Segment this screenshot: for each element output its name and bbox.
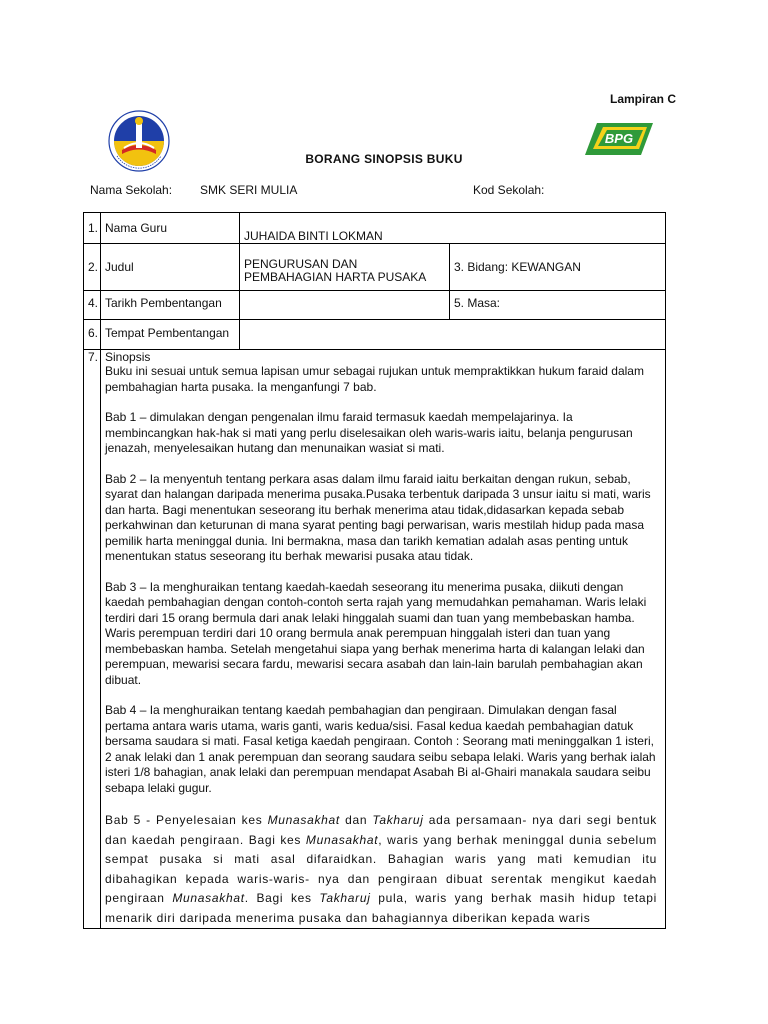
school-code-label: Kod Sekolah:: [473, 183, 545, 197]
italic-term: Munasakhat: [267, 813, 340, 827]
teacher-name-value: JUHAIDA BINTI LOKMAN: [240, 213, 666, 244]
text-run: Bab 5 - Penyelesaian kes: [105, 813, 268, 827]
form-title: BORANG SINOPSIS BUKU: [305, 152, 463, 166]
row-number: 1.: [84, 213, 101, 244]
synopsis-form-table: [83, 212, 666, 929]
row-number: 6.: [84, 320, 101, 350]
field-value: 3. Bidang: KEWANGAN: [450, 244, 666, 291]
text-run: , waris yang berhak meninggal dunia sebelum sempat pusaka si mati asal difaraidkan. Bahagian waris yang mati kemudian itu dibahagikan kepada waris-waris- nya dan pengiraan dibuat serentak mengikut kaedah pengiraan: [105, 832, 657, 905]
synopsis-chapter-5: [105, 811, 657, 928]
text-run: dan: [339, 813, 373, 827]
italic-term: Takharuj: [319, 891, 371, 905]
presentation-place-label: Tempat Pembentangan: [101, 320, 240, 350]
school-name-label: Nama Sekolah:: [90, 183, 173, 197]
time-label: 5. Masa:: [450, 291, 666, 320]
synopsis-cell: [101, 350, 666, 929]
lampiran-label: Lampiran C: [609, 92, 676, 106]
presentation-date-label: Tarikh Pembentangan: [101, 291, 240, 320]
title-label: Judul: [101, 244, 240, 291]
text-run: . Bagi kes: [244, 891, 320, 905]
svg-text:BPG: BPG: [604, 131, 634, 146]
row-presentation-place: [84, 320, 666, 350]
synopsis-chapter-2: Bab 2 – Ia menyentuh tentang perkara asas dalam ilmu faraid iaitu berkaitan dengan rukun, sebab, syarat dan halangan daripada menerima pusaka.Pusaka terbentuk daripada 3 unsur iaitu si mati, waris dan harta. Bagi menentukan seseorang itu berhak menerima atau tidak,didasarkan kepada sebab perkahwinan dan keturunan di mana syarat penting bagi perwarisan, waris mestilah hidup pada masa pemilik harta meninggal dunia. Ini bermakna, masa dan tarikh kematian adalah asas penting untuk menentukan status seseorang itu berhak mewarisi pusaka atau tidak.: [105, 471, 651, 563]
synopsis-label: Sinopsis: [105, 350, 151, 364]
italic-term: Takharuj: [372, 813, 424, 827]
synopsis-body: [105, 364, 657, 928]
synopsis-chapter-3: Bab 3 – Ia menghuraikan tentang kaedah-kaedah seseorang itu menerima pusaka, diikuti dengan kaedah pembahagian dengan contoh-contoh serta rajah yang memudahkan pemahaman. Waris lelaki terdiri dari 15 orang bermula dari anak lelaki hinggalah suami dan tuan yang membebaskan hamba. Waris perempuan terdiri dari 10 orang bermula anak perempuan hinggalah isteri dan tuan yang membebaskan hamba. Setelah mengetahui siapa yang berhak menerima harta di kalangan lelaki dan perempuan, mewarisi secara fardu, mewarisi secara asabah dan lain-lain barulah pembahagian akan dibuat.: [105, 579, 647, 687]
row-synopsis: [84, 350, 666, 929]
row-number: 2.: [84, 244, 101, 291]
synopsis-chapter-1: Bab 1 – dimulakan dengan pengenalan ilmu faraid termasuk kaedah mempelajarinya. Ia membincangkan hak-hak si mati yang perlu diselesaikan oleh waris-waris iaitu, belanja pengurusan jenazah, menyelesaikan hutang dan menunaikan wasiat si mati.: [105, 410, 633, 455]
presentation-date-value: [240, 291, 450, 320]
synopsis-intro: Buku ini sesuai untuk semua lapisan umur sebagai rujukan untuk mempraktikkan hukum faraid dalam pembahagian harta pusaka. Ia menganfungi 7 bab.: [105, 364, 644, 394]
text-run: ada persamaan- nya dari segi bentuk dan kaedah pengiraan. Bagi kes: [105, 813, 657, 847]
presentation-place-value: [240, 320, 666, 350]
row-number: 4.: [84, 291, 101, 320]
row-teacher-name: [84, 213, 666, 244]
school-name-value: SMK SERI MULIA: [200, 183, 298, 197]
italic-term: Munasakhat: [172, 891, 245, 905]
title-value: PENGURUSAN DAN PEMBAHAGIAN HARTA PUSAKA: [240, 244, 450, 291]
row-presentation-date: [84, 291, 666, 320]
teacher-name-label: Nama Guru: [101, 213, 240, 244]
italic-term: Munasakhat: [305, 832, 379, 847]
row-number: 7.: [84, 350, 101, 929]
row-title: [84, 244, 666, 291]
text-run: pula, waris yang berhak masih hidup tetapi menarik diri daripada menerima pusaka dan bahagiannya diberikan kepada waris: [105, 891, 657, 925]
synopsis-chapter-4: Bab 4 – Ia menghuraikan tentang kaedah pembahagian dan pengiraan. Dimulakan dengan fasal pertama antara waris utama, waris ganti, waris kedua/sisi. Fasal kedua kaedah pembahagian datuk bersama saudara si mati. Fasal ketiga kaedah pengiraan. Contoh : Seorang mati meninggalkan 1 isteri, 2 anak lelaki dan 1 anak perempuan dan seorang saudara seibu sebapa lelaki. Waris yang berhak ialah isteri 1/8 bahagian, anak lelaki dan perempuan mendapat Asabah Bi al-Ghairi manakala saudara seibu sebapa lelaki gugur.: [105, 703, 656, 795]
